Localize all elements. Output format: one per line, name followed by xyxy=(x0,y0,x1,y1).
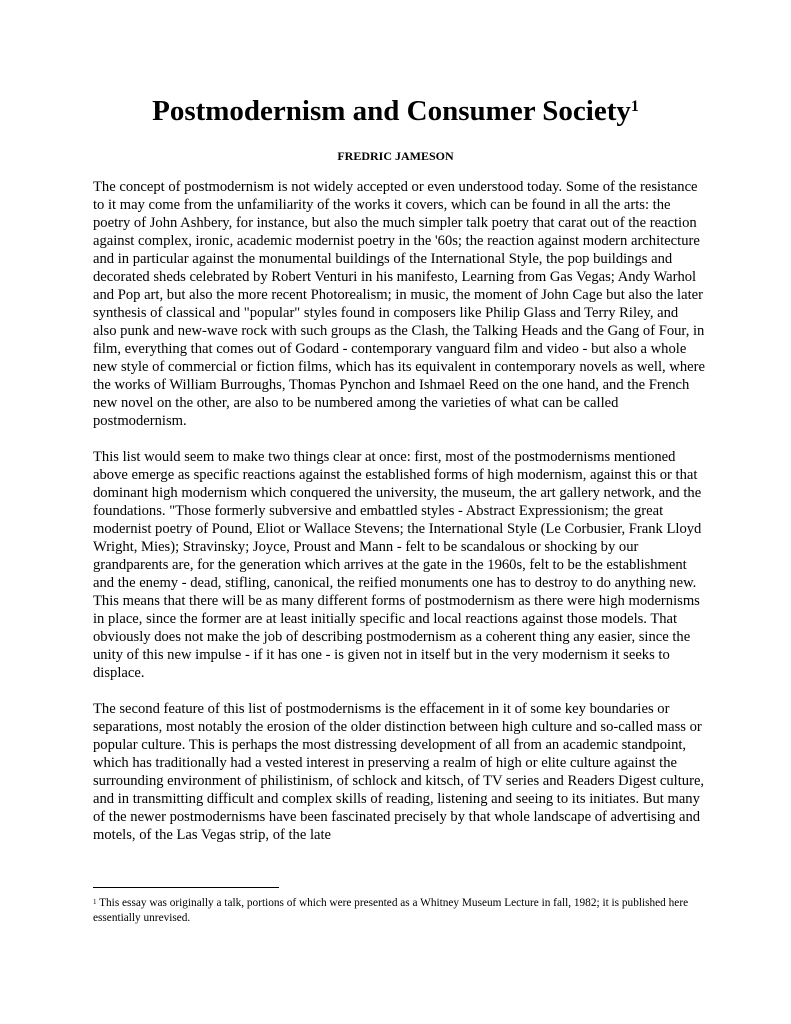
body-text xyxy=(93,178,705,862)
title-footnote-mark[interactable]: 1 xyxy=(630,98,639,115)
paragraph-2: This list would seem to make two things clear at once: first, most of the postmodernisms mentioned above emerge as specific reactions against the established forms of high modernism, against this or that dominant high modernism which conquered the university, the museum, the art gallery network, and the foundations. "Those formerly subversive and embattled styles - Abstract Expressionism; the great modernist poetry of Pound, Eliot or Wallace Stevens; the International Style (Le Corbusier, Frank Lloyd Wright, Mies); Stravinsky; Joyce, Proust and Mann - felt to be scandalous or shocking by our grandparents are, for the generation which arrives at the gate in the 1960s, felt to be the establishment and the enemy - dead, stifling, canonical, the reified monuments one has to destroy to do anything new. This means that there will be as many different forms of postmodernism as there were high modernisms in place, since the former are at least initially specific and local reactions against those models. That obviously does not make the job of describing postmodernism as a coherent thing any easier, since the unity of this new impulse - if it has one - is given not in itself but in the very modernism it seeks to displace. xyxy=(93,449,702,681)
title-text: Postmodernism and Consumer Society xyxy=(152,95,631,127)
footnote-divider xyxy=(93,887,279,888)
page-title xyxy=(0,92,791,130)
paragraph-3: The second feature of this list of postmodernisms is the effacement in it of some key boundaries or separations, most notably the erosion of the older distinction between high culture and so-called mass or popular culture. This is perhaps the most distressing development of all from an academic standpoint, which has traditionally had a vested interest in preserving a realm of high or elite culture against the surrounding environment of philistinism, of schlock and kitsch, of TV series and Readers Digest culture, and in transmitting difficult and complex skills of reading, listening and seeing to its initiates. But many of the newer postmodernisms have been fascinated precisely by that whole landscape of advertising and motels, of the Las Vegas strip, of the late xyxy=(93,701,705,843)
footnote-mark: 1 xyxy=(93,898,97,906)
author-name: FREDRIC JAMESON xyxy=(337,149,454,163)
footnote-text: This essay was originally a talk, portions of which were presented as a Whitney Museum Lecture in fall, 1982; it is published here essentially unrevised. xyxy=(93,897,689,924)
footnote xyxy=(93,896,705,926)
paragraph-1: The concept of postmodernism is not widely accepted or even understood today. Some of the resistance to it may come from the unfamiliarity of the works it covers, which can be found in all the arts: the poetry of John Ashbery, for instance, but also the much simpler talk poetry that carat out of the reaction against complex, ironic, academic modernist poetry in the '60s; the reaction against modern architecture and in particular against the monumental buildings of the International Style, the pop buildings and decorated sheds celebrated by Robert Venturi in his manifesto, Learning from Gas Vegas; Andy Warhol and Pop art, but also the more recent Photorealism; in music, the moment of John Cage but also the later synthesis of classical and "popular" styles found in composers like Philip Glass and Terry Riley, and also punk and new-wave rock with such groups as the Clash, the Talking Heads and the Gang of Four, in film, everything that comes out of Godard - contemporary vanguard film and video - but also a whole new style of commercial or fiction films, which has its equivalent in contemporary novels as well, where the works of William Burroughs, Thomas Pynchon and Ishmael Reed on the one hand, and the French new novel on the other, are also to be numbered among the varieties of what can be called postmodernism. xyxy=(93,179,705,429)
